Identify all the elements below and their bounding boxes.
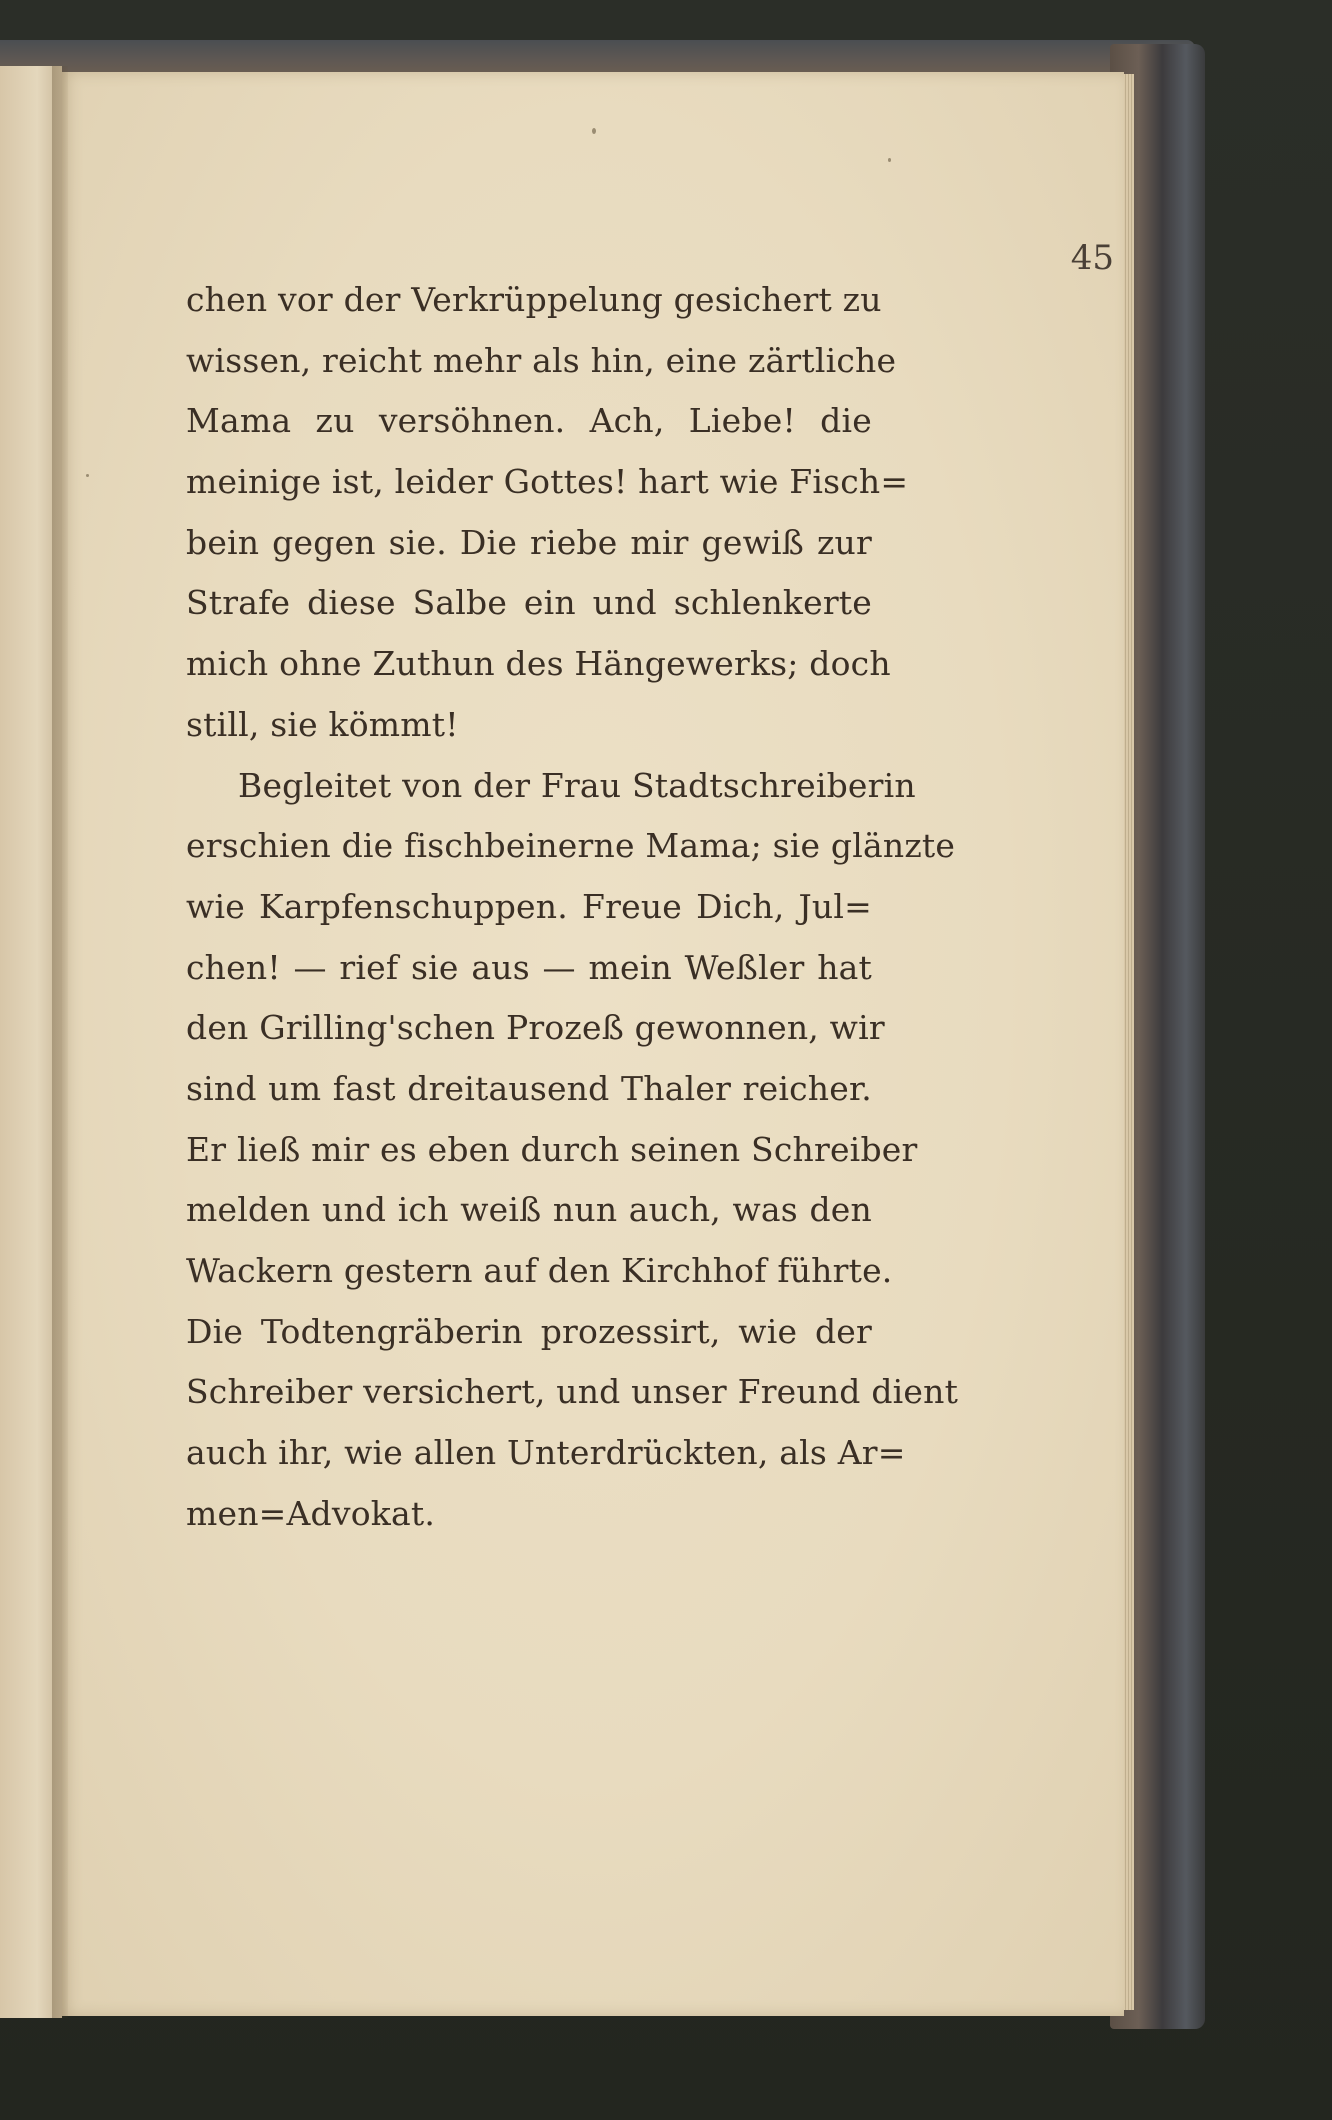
text-line-paragraph-start: Begleitet von der Frau Stadtschreiberin [238, 765, 916, 805]
text-line: bein gegen sie. Die riebe mir gewiß zur [186, 522, 872, 562]
text-line: meinige ist, leider Gottes! hart wie Fisch= [186, 462, 909, 502]
text-line: Strafe diese Salbe ein und schlenkerte [186, 583, 872, 623]
text-line: chen vor der Verkrüppelung gesichert zu [186, 280, 882, 319]
body-text [186, 270, 959, 1544]
paper-speck [888, 158, 891, 162]
text-line: Wackern gestern auf den Kirchhof führte. [186, 1251, 893, 1290]
text-line: melden und ich weiß nun auch, was den [186, 1190, 872, 1230]
text-line: wie Karpfenschuppen. Freue Dich, Jul= [186, 886, 872, 926]
text-line: mich ohne Zuthun des Hängewerks; doch [186, 644, 891, 684]
text-line: Die Todtengräberin prozessirt, wie der [186, 1311, 872, 1351]
page-number: 45 [1070, 238, 1114, 278]
book-cover-top-edge [0, 40, 1195, 74]
text-line: den Grilling'schen Prozeß gewonnen, wir [186, 1008, 885, 1048]
text-line: sind um fast dreitausend Thaler reicher. [186, 1068, 872, 1108]
text-line: Mama zu versöhnen. Ach, Liebe! die [186, 401, 872, 441]
paper-speck [86, 474, 89, 477]
paper-speck [592, 128, 596, 134]
text-line: Schreiber versichert, und unser Freund dient [186, 1372, 959, 1412]
text-line-paragraph-end: men=Advokat. [186, 1493, 436, 1533]
text-line: wissen, reicht mehr als hin, eine zärtliche [186, 340, 897, 380]
text-line: Er ließ mir es eben durch seinen Schreiber [186, 1129, 918, 1169]
page-gutter-shadow [52, 66, 68, 2018]
text-line: chen! — rief sie aus — mein Weßler hat [186, 947, 872, 987]
text-line-paragraph-end: still, sie kömmt! [186, 704, 459, 744]
text-line: auch ihr, wie allen Unterdrückten, als Ar= [186, 1433, 906, 1473]
text-line: erschien die fischbeinerne Mama; sie glänzte [186, 826, 956, 866]
